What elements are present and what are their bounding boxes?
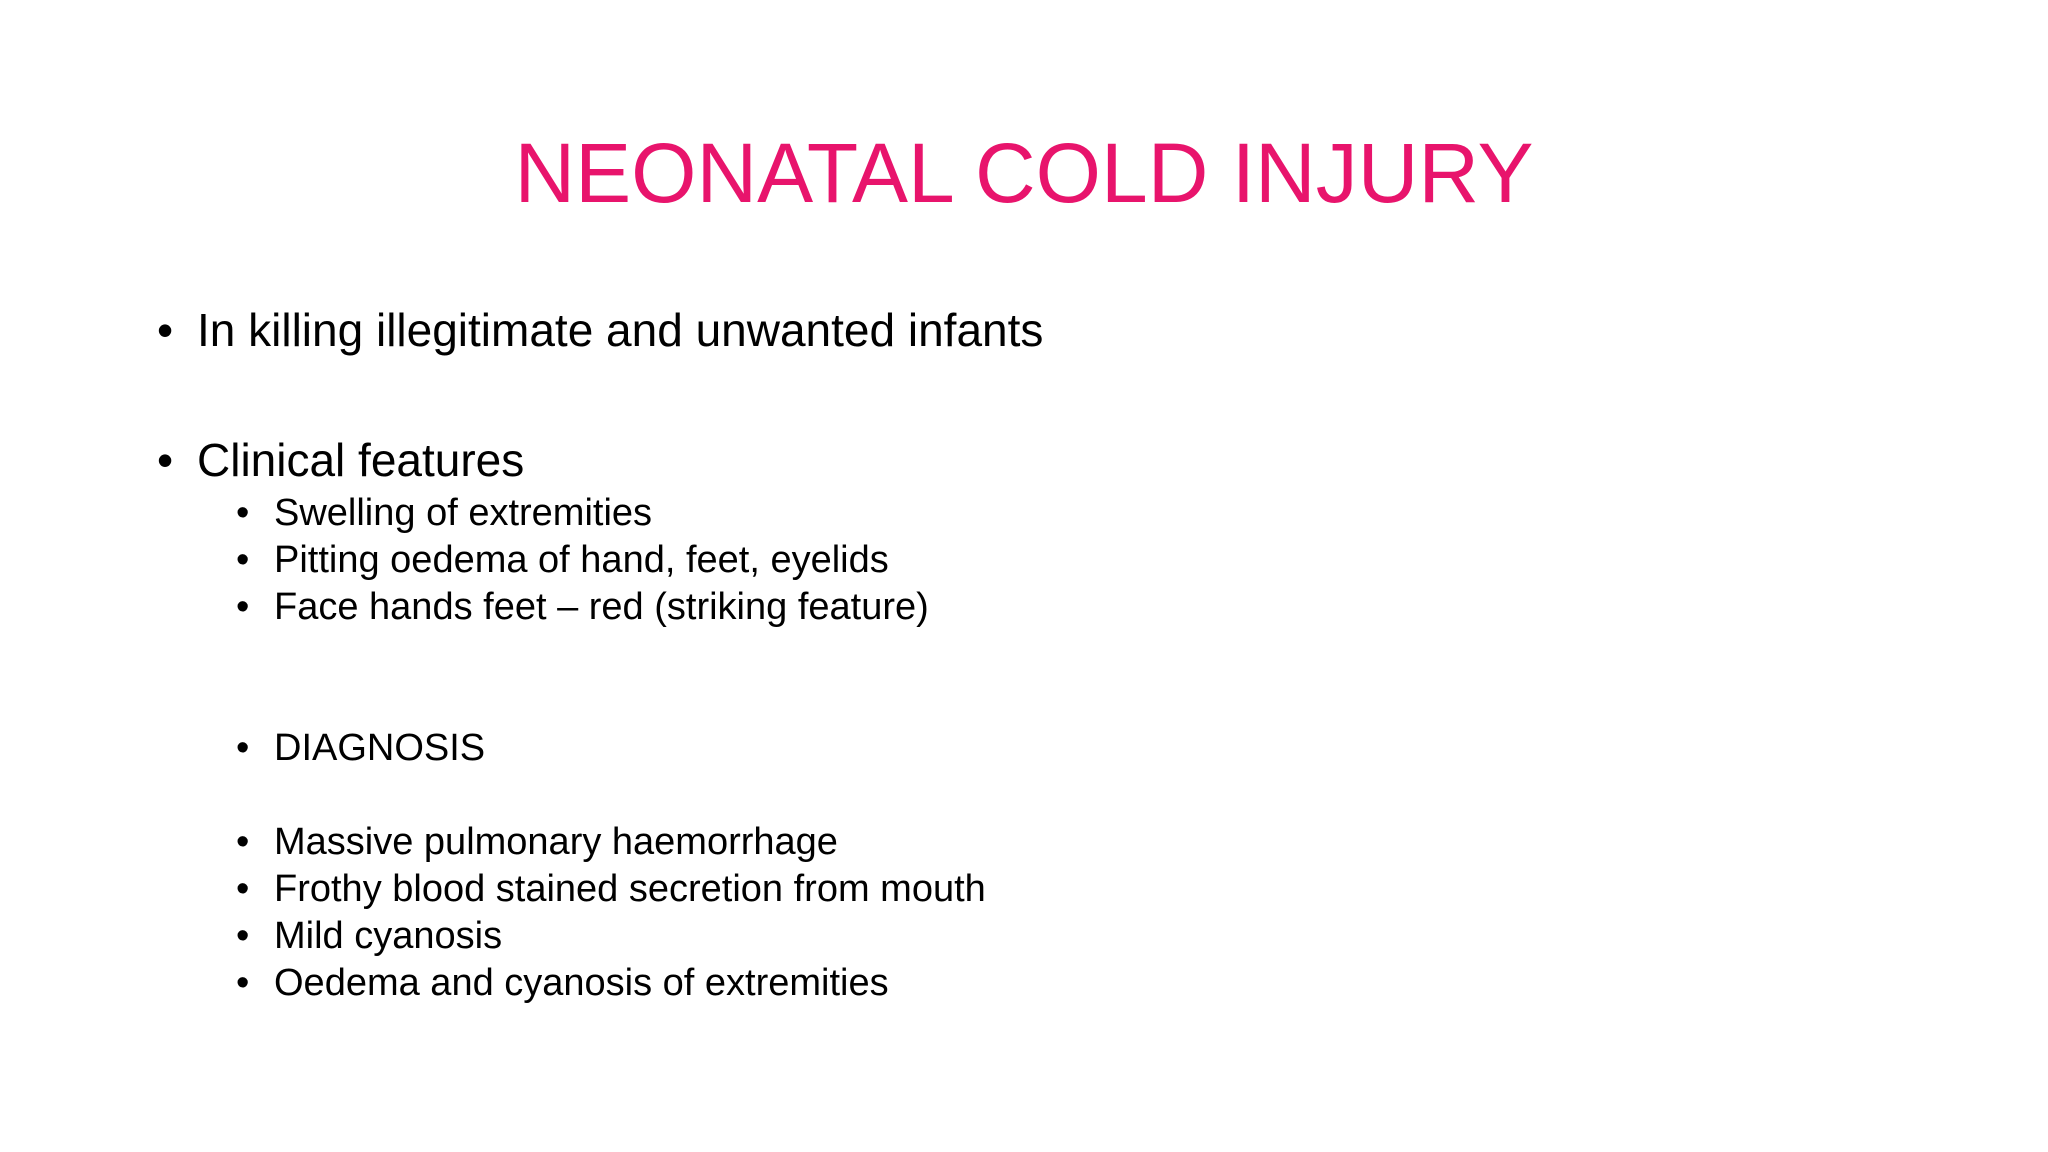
bullet-text: Oedema and cyanosis of extremities xyxy=(274,962,889,1004)
bullet-icon: • xyxy=(236,727,250,769)
sub-bullet-item xyxy=(236,817,838,867)
sub-bullet-item xyxy=(236,582,929,632)
bullet-icon: • xyxy=(236,586,250,628)
bullet-item xyxy=(157,300,1043,360)
bullet-icon: • xyxy=(236,492,250,534)
bullet-icon: • xyxy=(236,868,250,910)
bullet-item xyxy=(157,430,524,490)
sub-bullet-item xyxy=(236,535,889,585)
bullet-text: Pitting oedema of hand, feet, eyelids xyxy=(274,539,889,581)
bullet-icon: • xyxy=(157,304,174,356)
sub-bullet-item xyxy=(236,864,986,914)
bullet-icon: • xyxy=(236,539,250,581)
bullet-text: Clinical features xyxy=(197,434,525,486)
sub-bullet-item xyxy=(236,958,889,1008)
slide-title: NEONATAL COLD INJURY xyxy=(514,126,1534,220)
bullet-text: Massive pulmonary haemorrhage xyxy=(274,821,838,863)
bullet-icon: • xyxy=(236,915,250,957)
bullet-text: In killing illegitimate and unwanted infants xyxy=(197,304,1044,356)
bullet-text: Mild cyanosis xyxy=(274,915,503,957)
sub-bullet-item xyxy=(236,488,652,538)
bullet-icon: • xyxy=(236,821,250,863)
bullet-text: DIAGNOSIS xyxy=(274,727,486,769)
bullet-icon: • xyxy=(157,434,174,486)
bullet-text: Swelling of extremities xyxy=(274,492,653,534)
bullet-text: Frothy blood stained secretion from mouth xyxy=(274,868,986,910)
bullet-icon: • xyxy=(236,962,250,1004)
sub-bullet-item xyxy=(236,911,502,961)
bullet-text: Face hands feet – red (striking feature) xyxy=(274,586,929,628)
sub-bullet-item xyxy=(236,723,485,773)
